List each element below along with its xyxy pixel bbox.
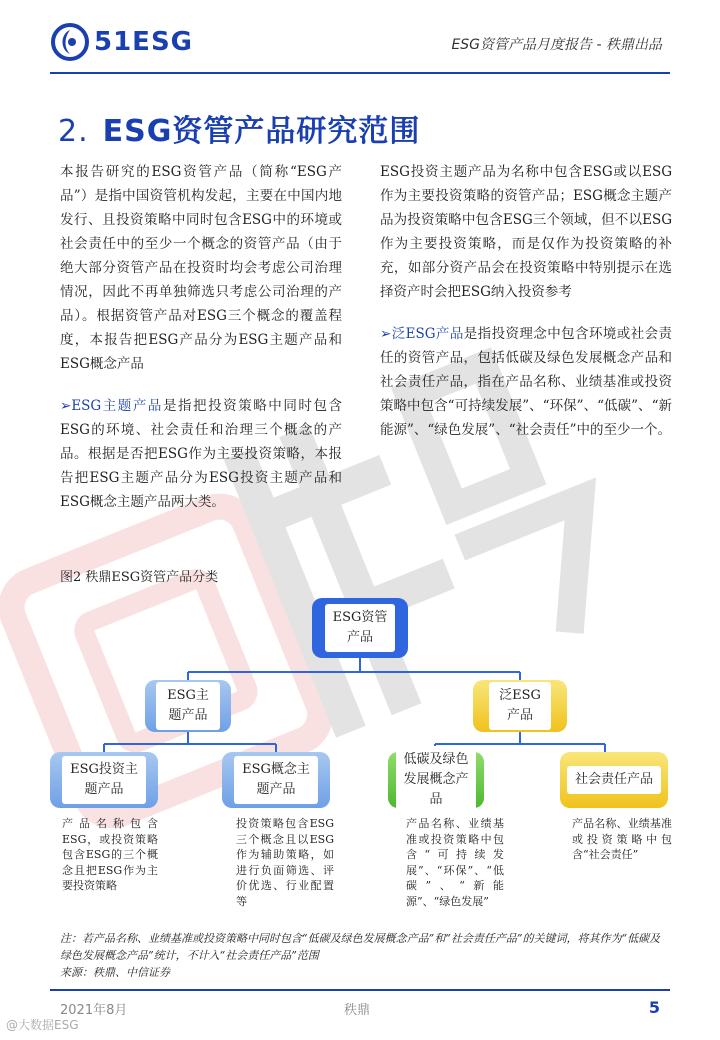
node-pan-esg — [473, 680, 567, 732]
node-pan-esg-label: 泛ESG产品 — [489, 682, 551, 730]
desc-esg-concept-theme: 投资策略包含ESG三个概念且以ESG作为辅助策略，如进行负面筛选、评价优选、行业配置等 — [236, 817, 334, 908]
figure-caption: 图2 秩鼎ESG资管产品分类 — [60, 570, 219, 585]
left-column — [60, 160, 342, 532]
footer-divider — [50, 989, 670, 991]
term-esg-theme: ESG主题产品 — [71, 398, 163, 414]
swirl-logo-icon — [50, 22, 90, 62]
node-esg-products — [312, 598, 408, 658]
brand-logo — [50, 22, 193, 62]
node-esg-invest-theme — [50, 752, 158, 808]
node-esg-invest-theme-label: ESG投资主题产品 — [62, 756, 146, 804]
node-esg-products-label: ESG资管产品 — [325, 604, 395, 652]
footer-publisher: 秩鼎 — [344, 1003, 371, 1018]
arrow-bullet-icon: ➢ — [380, 326, 392, 342]
node-esg-theme-label: ESG主题产品 — [156, 682, 220, 730]
pan-esg-text: 是指投资理念中包含环境或社会责任的资管产品，包括低碳及绿色发展概念产品和社会责任产品，指在产品名称、业绩基准或投资策略中包含“可持续发展”、“环保”、“低碳”、“新能源”、“绿色发展”、“社会责任”中的至少一个。 — [380, 326, 673, 438]
esg-theme-paragraph — [60, 394, 342, 514]
esg-invest-paragraph: ESG投资主题产品为名称中包含ESG或以ESG作为主要投资策略的资管产品；ESG概念主题产品为投资策略中包含ESG三个领域，但不以ESG作为主要投资策略，而是仅作为投资策略的补充，如部分资产品会在投资策略中特别提示在选择资产时会把ESG纳入投资参考 — [380, 164, 672, 300]
classification-diagram — [40, 590, 690, 920]
term-pan-esg: 泛ESG产品 — [391, 326, 464, 342]
page-number: 5 — [648, 998, 660, 1017]
section-heading — [58, 106, 420, 150]
figure-notes — [60, 930, 670, 981]
note-text: 注：若产品名称、业绩基准或投资策略中同时包含“低碳及绿色发展概念产品”和“社会责任产品”的关键词，将其作为“低碳及绿色发展概念产品”统计，不计入“社会责任产品”范围 — [60, 932, 661, 962]
footer-watermark-text: @大数据ESG — [6, 1018, 79, 1032]
node-low-carbon — [388, 752, 484, 808]
footer-date: 2021年8月 — [60, 1003, 128, 1018]
desc-social-responsibility: 产品名称、业绩基准或投资策略中包含“社会责任” — [572, 817, 672, 861]
logo-text: 51ESG — [94, 27, 194, 57]
intro-paragraph: 本报告研究的ESG资管产品（简称“ESG产品”）是指中国资管机构发起，主要在中国内地发行、且投资策略中同时包含ESG中的环境或社会责任中的至少一个概念的资管产品（由于绝大部分资管产品在投资时均会考虑公司治理情况，因此不再单独筛选只考虑公司治理的产品）。根据资管产品对ESG三个概念的覆盖程度，本报告把ESG产品分为ESG主题产品和ESG概念产品 — [60, 164, 342, 372]
pan-esg-paragraph — [380, 322, 672, 442]
arrow-bullet-icon: ➢ — [60, 398, 72, 414]
node-social-responsibility — [560, 752, 668, 808]
right-column — [380, 160, 672, 460]
node-esg-concept-theme-label: ESG概念主题产品 — [234, 756, 318, 804]
source-text: 来源：秩鼎、中信证券 — [60, 966, 170, 979]
report-title: ESG资管产品月度报告 - 秩鼎出品 — [451, 37, 662, 53]
desc-low-carbon: 产品名称、业绩基准或投资策略中包含“可持续发展”、“环保”、“低碳”、“新能源”、“绿色发展” — [406, 817, 504, 908]
desc-esg-invest-theme: 产品名称包含ESG，或投资策略包含ESG的三个概念且把ESG作为主要投资策略 — [62, 817, 158, 892]
node-social-responsibility-label: 社会责任产品 — [567, 766, 661, 794]
header-divider — [50, 72, 670, 74]
esg-theme-text: 是指把投资策略中同时包含ESG的环境、社会责任和治理三个概念的产品。根据是否把ESG作为主要投资策略，本报告把ESG主题产品分为ESG投资主题产品和ESG概念主题产品两大类。 — [60, 398, 343, 510]
node-esg-theme — [145, 680, 231, 732]
node-low-carbon-label: 低碳及绿色发展概念产品 — [396, 746, 476, 814]
node-esg-concept-theme — [222, 752, 330, 808]
section-title-text: ESG资管产品研究范围 — [102, 114, 421, 149]
page-header — [0, 0, 720, 78]
section-number: 2. — [58, 114, 89, 149]
